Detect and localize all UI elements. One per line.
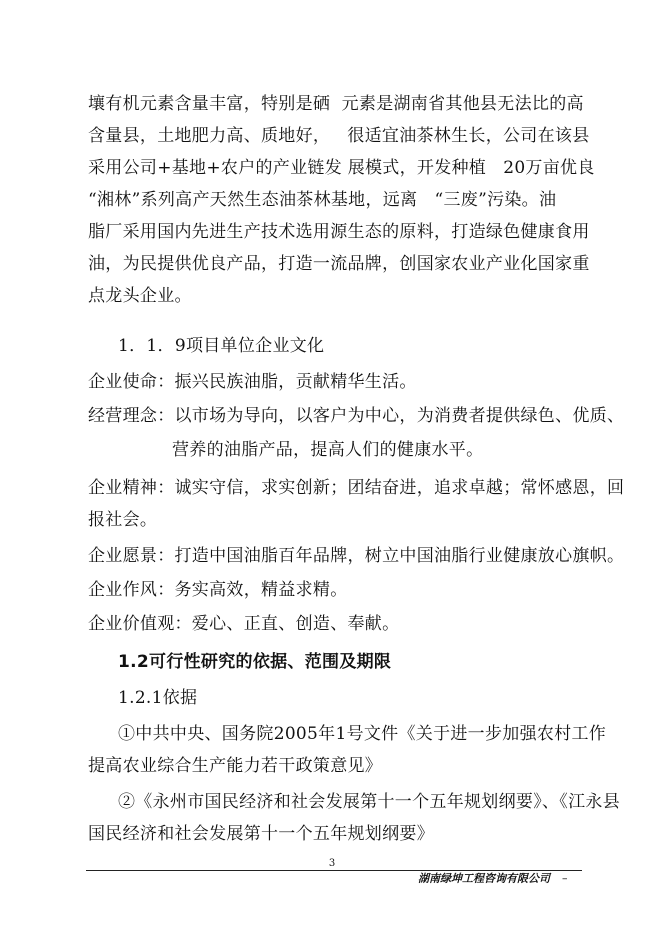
culture-philosophy-cont: 营养的油脂产品，提高人们的健康水平。 xyxy=(172,440,484,460)
basis-item-2: ②《永州市国民经济和社会发展第十一个五年规划纲要》、《江永县 xyxy=(118,792,620,812)
body-text-line: 油，为民提供优良产品，打造一流品牌，创国家农业产业化国家重 xyxy=(88,254,590,274)
body-text-line: 含量县，土地肥力高、质地好， 很适宜油茶林生长，公司在该县 xyxy=(88,126,590,146)
body-text-line: 点龙头企业。 xyxy=(88,286,192,306)
page-number: 3 xyxy=(328,858,336,869)
culture-spirit-cont: 报社会。 xyxy=(88,510,158,530)
section-heading-1-2-1: 1.2.1依据 xyxy=(118,688,198,708)
culture-mission: 企业使命：振兴民族油脂，贡献精华生活。 xyxy=(88,372,417,392)
culture-vision: 企业愿景：打造中国油脂百年品牌，树立中国油脂行业健康放心旗帜。 xyxy=(88,546,625,566)
culture-spirit: 企业精神：诚实守信，求实创新；团结奋进，追求卓越；常怀感恩，回 xyxy=(88,478,625,498)
basis-item-1: ①中共中央、国务院2005年1号文件《关于进一步加强农村工作 xyxy=(118,724,607,744)
body-text-line: 脂厂采用国内先进生产技术选用源生态的原料，打造绿色健康食用 xyxy=(88,222,590,242)
culture-values: 企业价值观：爱心、正直、创造、奉献。 xyxy=(88,614,400,634)
culture-style: 企业作风：务实高效，精益求精。 xyxy=(88,580,348,600)
footer-dash: – xyxy=(562,872,568,885)
footer-company-name: 湖南绿坤工程咨询有限公司 xyxy=(418,872,550,885)
basis-item-1-cont: 提高农业综合生产能力若干政策意见》 xyxy=(88,756,383,776)
section-heading-1-1-9: 1．1．9项目单位企业文化 xyxy=(118,336,325,356)
body-text-line: 壤有机元素含量丰富，特别是硒 元素是湖南省其他县无法比的高 xyxy=(88,94,584,114)
body-text-line: “湘林”系列高产天然生态油茶林基地，远离 “三废”污染。油 xyxy=(88,190,557,210)
section-heading-1-2: 1.2可行性研究的依据、范围及期限 xyxy=(118,652,392,672)
culture-philosophy: 经营理念：以市场为导向，以客户为中心，为消费者提供绿色、优质、 xyxy=(88,406,625,426)
basis-item-2-cont: 国民经济和社会发展第十一个五年规划纲要》 xyxy=(88,824,434,844)
footer-divider xyxy=(86,870,582,871)
body-text-line: 采用公司+基地+农户的产业链发 展模式，开发种植 20万亩优良 xyxy=(88,158,595,178)
